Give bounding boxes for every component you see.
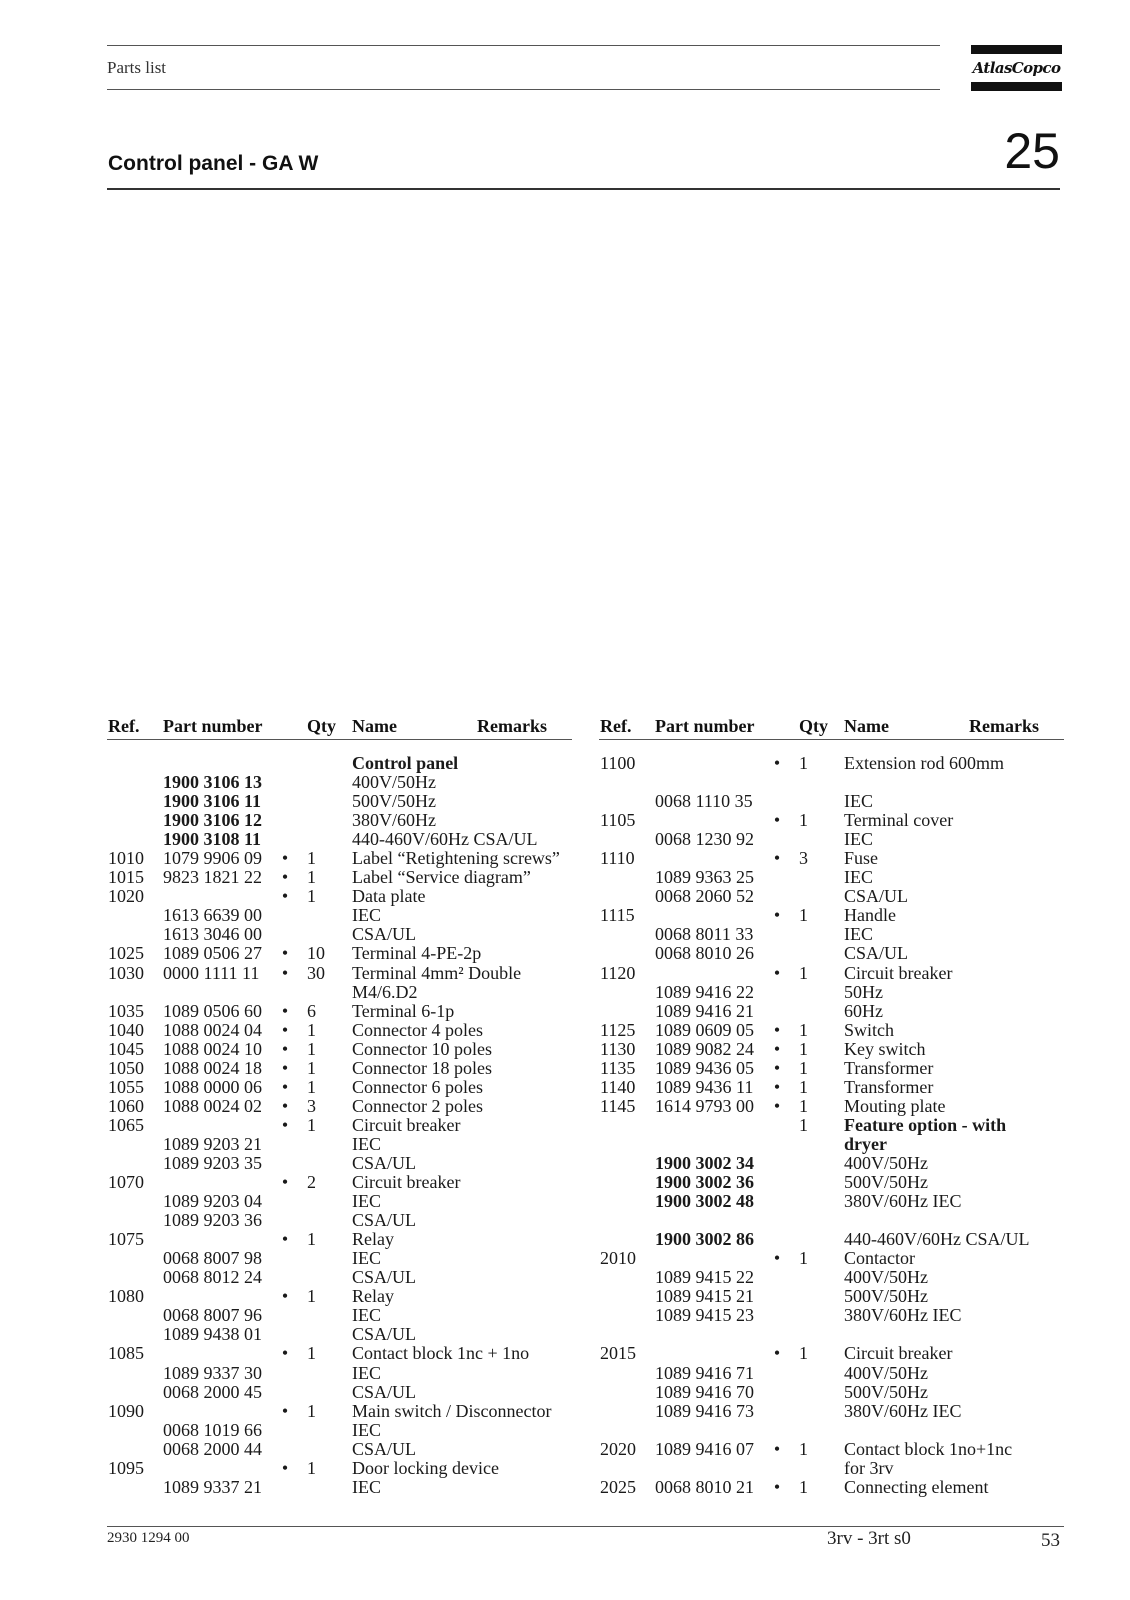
bullet-cell: • bbox=[281, 848, 289, 869]
part-number-cell: 9823 1821 22 bbox=[163, 867, 262, 888]
left-header-remarks: Remarks bbox=[477, 716, 547, 736]
ref-cell: 1060 bbox=[108, 1095, 144, 1116]
footer-rule bbox=[107, 1526, 1064, 1527]
ref-cell: 1030 bbox=[108, 962, 144, 983]
name-cell: Switch bbox=[844, 1019, 895, 1040]
name-cell: CSA/UL bbox=[352, 1324, 417, 1345]
ref-cell: 1085 bbox=[108, 1343, 144, 1364]
name-cell: Relay bbox=[352, 1229, 394, 1250]
part-number-cell: 1613 3046 00 bbox=[163, 924, 262, 945]
qty-cell: 3 bbox=[307, 1095, 316, 1116]
qty-cell: 1 bbox=[307, 1019, 316, 1040]
qty-cell: 1 bbox=[799, 1038, 808, 1059]
bullet-cell: • bbox=[281, 1114, 289, 1135]
name-cell: Label “Retightening screws” bbox=[352, 848, 560, 869]
ref-cell: 1070 bbox=[108, 1172, 144, 1193]
name-cell: 500V/50Hz bbox=[844, 1286, 928, 1307]
right-header-part: Part number bbox=[655, 716, 755, 736]
part-number-cell: 0068 8011 33 bbox=[655, 924, 754, 945]
qty-cell: 1 bbox=[799, 1248, 808, 1269]
ref-cell: 1025 bbox=[108, 943, 144, 964]
name-cell: CSA/UL bbox=[352, 1381, 417, 1402]
bullet-cell: • bbox=[773, 1095, 781, 1116]
logo-text: AtlasCopco bbox=[972, 59, 1061, 77]
name-cell: Feature option - with bbox=[844, 1114, 1007, 1135]
part-number-cell: 1089 9416 21 bbox=[655, 1000, 754, 1021]
title-rule bbox=[107, 188, 1060, 190]
part-number-cell: 1089 9436 11 bbox=[655, 1076, 754, 1097]
bullet-cell: • bbox=[773, 962, 781, 983]
part-number-cell: 0068 2000 45 bbox=[163, 1381, 262, 1402]
name-cell: CSA/UL bbox=[352, 1438, 417, 1459]
name-cell: Transformer bbox=[844, 1076, 934, 1097]
bullet-cell: • bbox=[281, 1457, 289, 1478]
name-cell: dryer bbox=[844, 1133, 887, 1154]
name-cell: Fuse bbox=[844, 848, 879, 869]
part-number-cell: 1900 3002 48 bbox=[655, 1191, 754, 1212]
name-cell: Contact block 1no+1nc bbox=[844, 1438, 1013, 1459]
name-cell: 50Hz bbox=[844, 981, 883, 1002]
left-header-rule bbox=[107, 739, 572, 740]
part-number-cell: 0068 2060 52 bbox=[655, 886, 754, 907]
part-number-cell: 1614 9793 00 bbox=[655, 1095, 754, 1116]
ref-cell: 2015 bbox=[600, 1343, 636, 1364]
name-cell: CSA/UL bbox=[844, 943, 909, 964]
bullet-cell: • bbox=[281, 1057, 289, 1078]
part-number-cell: 1089 0506 27 bbox=[163, 943, 262, 964]
bullet-cell: • bbox=[281, 1400, 289, 1421]
name-cell: IEC bbox=[844, 791, 873, 812]
name-cell: IEC bbox=[352, 1476, 381, 1497]
qty-cell: 1 bbox=[799, 962, 808, 983]
part-number-cell: 1900 3106 11 bbox=[163, 791, 262, 812]
qty-cell: 10 bbox=[307, 943, 325, 964]
header-label: Parts list bbox=[107, 58, 167, 77]
name-cell: Door locking device bbox=[352, 1457, 499, 1478]
name-cell: for 3rv bbox=[844, 1457, 894, 1478]
bullet-cell: • bbox=[281, 1343, 289, 1364]
qty-cell: 1 bbox=[307, 1038, 316, 1059]
part-number-cell: 0068 8012 24 bbox=[163, 1267, 262, 1288]
bullet-cell: • bbox=[773, 1248, 781, 1269]
ref-cell: 1035 bbox=[108, 1000, 144, 1021]
name-cell: Terminal 4-PE-2p bbox=[352, 943, 482, 964]
section-number: 25 bbox=[1004, 123, 1060, 179]
part-number-cell: 1089 9415 23 bbox=[655, 1305, 754, 1326]
bullet-cell: • bbox=[281, 886, 289, 907]
ref-cell: 1105 bbox=[600, 810, 636, 831]
left-header-ref: Ref. bbox=[108, 716, 140, 736]
header-rule-bottom bbox=[107, 89, 940, 90]
ref-cell: 1055 bbox=[108, 1076, 144, 1097]
bullet-cell: • bbox=[281, 1172, 289, 1193]
part-number-cell: 1900 3002 86 bbox=[655, 1229, 754, 1250]
part-number-cell: 0068 1019 66 bbox=[163, 1419, 262, 1440]
qty-cell: 3 bbox=[799, 848, 808, 869]
bullet-cell: • bbox=[773, 810, 781, 831]
name-cell: Connector 10 poles bbox=[352, 1038, 492, 1059]
name-cell: CSA/UL bbox=[352, 1267, 417, 1288]
part-number-cell: 0068 8010 26 bbox=[655, 943, 754, 964]
part-number-cell: 1089 9082 24 bbox=[655, 1038, 754, 1059]
name-cell: Connector 18 poles bbox=[352, 1057, 492, 1078]
bullet-cell: • bbox=[281, 962, 289, 983]
part-number-cell: 1089 9203 04 bbox=[163, 1191, 262, 1212]
ref-cell: 1075 bbox=[108, 1229, 144, 1250]
name-cell: IEC bbox=[352, 1191, 381, 1212]
qty-cell: 1 bbox=[307, 1114, 316, 1135]
bullet-cell: • bbox=[773, 1343, 781, 1364]
name-cell: Connector 4 poles bbox=[352, 1019, 483, 1040]
name-cell: 400V/50Hz bbox=[844, 1267, 928, 1288]
qty-cell: 1 bbox=[307, 1286, 316, 1307]
name-cell: 500V/50Hz bbox=[844, 1172, 928, 1193]
right-header-qty: Qty bbox=[799, 716, 828, 736]
footer-doc-number: 2930 1294 00 bbox=[107, 1530, 190, 1546]
part-number-cell: 1089 9416 70 bbox=[655, 1381, 754, 1402]
name-cell: Label “Service diagram” bbox=[352, 867, 531, 888]
bullet-cell: • bbox=[773, 1476, 781, 1497]
part-number-cell: 1089 9337 30 bbox=[163, 1362, 262, 1383]
name-cell: IEC bbox=[352, 1362, 381, 1383]
qty-cell: 1 bbox=[799, 905, 808, 926]
part-number-cell: 1089 9415 21 bbox=[655, 1286, 754, 1307]
part-number-cell: 1089 9416 07 bbox=[655, 1438, 754, 1459]
name-cell: CSA/UL bbox=[352, 1152, 417, 1173]
qty-cell: 1 bbox=[799, 753, 808, 773]
name-cell: Terminal 6-1p bbox=[352, 1000, 455, 1021]
name-cell: Handle bbox=[844, 905, 896, 926]
qty-cell: 1 bbox=[307, 1457, 316, 1478]
bullet-cell: • bbox=[773, 1057, 781, 1078]
name-cell: Circuit breaker bbox=[352, 1172, 461, 1193]
bullet-cell: • bbox=[281, 1000, 289, 1021]
bullet-cell: • bbox=[281, 1076, 289, 1097]
name-cell: Main switch / Disconnector bbox=[352, 1400, 552, 1421]
part-number-cell: 0068 8007 98 bbox=[163, 1248, 262, 1269]
ref-cell: 1100 bbox=[600, 753, 636, 773]
footer-page-number: 53 bbox=[1041, 1530, 1060, 1551]
name-cell: 400V/50Hz bbox=[352, 772, 436, 793]
ref-cell: 1115 bbox=[600, 905, 635, 926]
name-cell: Circuit breaker bbox=[844, 1343, 953, 1364]
ref-cell: 1045 bbox=[108, 1038, 144, 1059]
bullet-cell: • bbox=[773, 1038, 781, 1059]
part-number-cell: 1088 0024 10 bbox=[163, 1038, 262, 1059]
right-header-rule bbox=[599, 739, 1064, 740]
name-cell: Mouting plate bbox=[844, 1095, 946, 1116]
name-cell: 380V/60Hz bbox=[352, 810, 436, 831]
part-number-cell: 1089 9438 01 bbox=[163, 1324, 262, 1345]
part-number-cell: 1089 9436 05 bbox=[655, 1057, 754, 1078]
part-number-cell: 1613 6639 00 bbox=[163, 905, 262, 926]
part-number-cell: 0068 8010 21 bbox=[655, 1476, 754, 1497]
part-number-cell: 1088 0024 18 bbox=[163, 1057, 262, 1078]
part-number-cell: 0068 1230 92 bbox=[655, 829, 754, 850]
qty-cell: 1 bbox=[799, 1057, 808, 1078]
qty-cell: 6 bbox=[307, 1000, 316, 1021]
name-cell: CSA/UL bbox=[844, 886, 909, 907]
name-cell: IEC bbox=[352, 1133, 381, 1154]
part-number-cell: 1089 0506 60 bbox=[163, 1000, 262, 1021]
bullet-cell: • bbox=[773, 1438, 781, 1459]
part-number-cell: 1089 9363 25 bbox=[655, 867, 754, 888]
name-cell: IEC bbox=[844, 829, 873, 850]
name-cell: IEC bbox=[844, 924, 873, 945]
bullet-cell: • bbox=[773, 1076, 781, 1097]
part-number-cell: 1089 9203 36 bbox=[163, 1210, 262, 1231]
part-number-cell: 1900 3106 13 bbox=[163, 772, 262, 793]
name-cell: Terminal 4mm² Double bbox=[352, 962, 522, 983]
name-cell: Terminal cover bbox=[844, 810, 954, 831]
part-number-cell: 1089 9337 21 bbox=[163, 1476, 262, 1497]
name-cell: Circuit breaker bbox=[352, 1114, 461, 1135]
name-cell: 60Hz bbox=[844, 1000, 883, 1021]
name-cell: 500V/50Hz bbox=[352, 791, 436, 812]
part-number-cell: 1089 9416 71 bbox=[655, 1362, 754, 1383]
qty-cell: 1 bbox=[799, 1343, 808, 1364]
qty-cell: 1 bbox=[799, 810, 808, 831]
bullet-cell: • bbox=[773, 848, 781, 869]
part-number-cell: 1089 9415 22 bbox=[655, 1267, 754, 1288]
bullet-cell: • bbox=[281, 943, 289, 964]
part-number-cell: 1900 3002 34 bbox=[655, 1152, 754, 1173]
part-number-cell: 1900 3108 11 bbox=[163, 829, 262, 850]
qty-cell: 1 bbox=[307, 867, 316, 888]
qty-cell: 1 bbox=[799, 1114, 808, 1135]
name-cell: 400V/50Hz bbox=[844, 1152, 928, 1173]
name-cell: CSA/UL bbox=[352, 1210, 417, 1231]
name-cell: Control panel bbox=[352, 753, 459, 773]
qty-cell: 1 bbox=[799, 1076, 808, 1097]
left-header-name: Name bbox=[352, 716, 397, 736]
name-cell: IEC bbox=[352, 1305, 381, 1326]
part-number-cell: 1088 0000 06 bbox=[163, 1076, 262, 1097]
name-cell: 440-460V/60Hz CSA/UL bbox=[352, 829, 538, 850]
ref-cell: 1140 bbox=[600, 1076, 636, 1097]
bullet-cell: • bbox=[281, 1038, 289, 1059]
name-cell: Connector 2 poles bbox=[352, 1095, 483, 1116]
qty-cell: 1 bbox=[307, 1229, 316, 1250]
name-cell: IEC bbox=[352, 1419, 381, 1440]
name-cell: Connecting element bbox=[844, 1476, 989, 1497]
qty-cell: 1 bbox=[307, 1400, 316, 1421]
part-number-cell: 0068 2000 44 bbox=[163, 1438, 262, 1459]
part-number-cell: 1089 9203 35 bbox=[163, 1152, 262, 1173]
name-cell: IEC bbox=[352, 905, 381, 926]
name-cell: 380V/60Hz IEC bbox=[844, 1191, 962, 1212]
ref-cell: 1120 bbox=[600, 962, 636, 983]
ref-cell: 1040 bbox=[108, 1019, 144, 1040]
qty-cell: 1 bbox=[307, 886, 316, 907]
right-header-ref: Ref. bbox=[600, 716, 632, 736]
atlas-copco-logo bbox=[971, 45, 1062, 91]
ref-cell: 1130 bbox=[600, 1038, 636, 1059]
header-rule-top bbox=[107, 45, 940, 46]
qty-cell: 1 bbox=[307, 1076, 316, 1097]
qty-cell: 1 bbox=[799, 1476, 808, 1497]
name-cell: Transformer bbox=[844, 1057, 934, 1078]
name-cell: Contact block 1nc + 1no bbox=[352, 1343, 530, 1364]
name-cell: 400V/50Hz bbox=[844, 1362, 928, 1383]
ref-cell: 1135 bbox=[600, 1057, 636, 1078]
name-cell: 380V/60Hz IEC bbox=[844, 1305, 962, 1326]
bullet-cell: • bbox=[773, 905, 781, 926]
ref-cell: 1050 bbox=[108, 1057, 144, 1078]
name-cell: 500V/50Hz bbox=[844, 1381, 928, 1402]
part-number-cell: 0000 1111 11 bbox=[163, 962, 260, 983]
ref-cell: 1020 bbox=[108, 886, 144, 907]
ref-cell: 1010 bbox=[108, 848, 144, 869]
name-cell: Connector 6 poles bbox=[352, 1076, 483, 1097]
name-cell: CSA/UL bbox=[352, 924, 417, 945]
name-cell: Relay bbox=[352, 1286, 394, 1307]
name-cell: IEC bbox=[844, 867, 873, 888]
ref-cell: 2020 bbox=[600, 1438, 636, 1459]
bullet-cell: • bbox=[281, 1229, 289, 1250]
qty-cell: 1 bbox=[799, 1019, 808, 1040]
name-cell: Data plate bbox=[352, 886, 426, 907]
qty-cell: 30 bbox=[307, 962, 325, 983]
right-header-name: Name bbox=[844, 716, 889, 736]
part-number-cell: 1089 9203 21 bbox=[163, 1133, 262, 1154]
bullet-cell: • bbox=[773, 753, 781, 773]
ref-cell: 1145 bbox=[600, 1095, 636, 1116]
part-number-cell: 1089 9416 73 bbox=[655, 1400, 754, 1421]
ref-cell: 2010 bbox=[600, 1248, 636, 1269]
qty-cell: 1 bbox=[307, 848, 316, 869]
footer-series: 3rv - 3rt s0 bbox=[827, 1528, 911, 1549]
left-header-part: Part number bbox=[163, 716, 263, 736]
part-number-cell: 0068 8007 96 bbox=[163, 1305, 262, 1326]
qty-cell: 2 bbox=[307, 1172, 316, 1193]
part-number-cell: 1900 3002 36 bbox=[655, 1172, 754, 1193]
page-title: Control panel - GA W bbox=[108, 152, 319, 175]
part-number-cell: 1088 0024 02 bbox=[163, 1095, 262, 1116]
bullet-cell: • bbox=[773, 1019, 781, 1040]
name-cell: 440-460V/60Hz CSA/UL bbox=[844, 1229, 1030, 1250]
qty-cell: 1 bbox=[799, 1438, 808, 1459]
ref-cell: 1095 bbox=[108, 1457, 144, 1478]
bullet-cell: • bbox=[281, 1286, 289, 1307]
right-header-remarks: Remarks bbox=[969, 716, 1039, 736]
ref-cell: 2025 bbox=[600, 1476, 636, 1497]
qty-cell: 1 bbox=[307, 1343, 316, 1364]
name-cell: 380V/60Hz IEC bbox=[844, 1400, 962, 1421]
name-cell: M4/6.D2 bbox=[352, 981, 418, 1002]
bullet-cell: • bbox=[281, 1095, 289, 1116]
part-number-cell: 1079 9906 09 bbox=[163, 848, 262, 869]
part-number-cell: 0068 1110 35 bbox=[655, 791, 753, 812]
ref-cell: 1080 bbox=[108, 1286, 144, 1307]
name-cell: Circuit breaker bbox=[844, 962, 953, 983]
ref-cell: 1090 bbox=[108, 1400, 144, 1421]
part-number-cell: 1088 0024 04 bbox=[163, 1019, 262, 1040]
ref-cell: 1015 bbox=[108, 867, 144, 888]
left-header-qty: Qty bbox=[307, 716, 336, 736]
name-cell: Key switch bbox=[844, 1038, 926, 1059]
bullet-cell: • bbox=[281, 867, 289, 888]
ref-cell: 1065 bbox=[108, 1114, 144, 1135]
part-number-cell: 1900 3106 12 bbox=[163, 810, 262, 831]
part-number-cell: 1089 0609 05 bbox=[655, 1019, 754, 1040]
bullet-cell: • bbox=[281, 1019, 289, 1040]
ref-cell: 1110 bbox=[600, 848, 635, 869]
part-number-cell: 1089 9416 22 bbox=[655, 981, 754, 1002]
ref-cell: 1125 bbox=[600, 1019, 636, 1040]
name-cell: IEC bbox=[352, 1248, 381, 1269]
name-cell: Extension rod 600mm bbox=[844, 753, 1004, 773]
name-cell: Contactor bbox=[844, 1248, 915, 1269]
qty-cell: 1 bbox=[799, 1095, 808, 1116]
qty-cell: 1 bbox=[307, 1057, 316, 1078]
